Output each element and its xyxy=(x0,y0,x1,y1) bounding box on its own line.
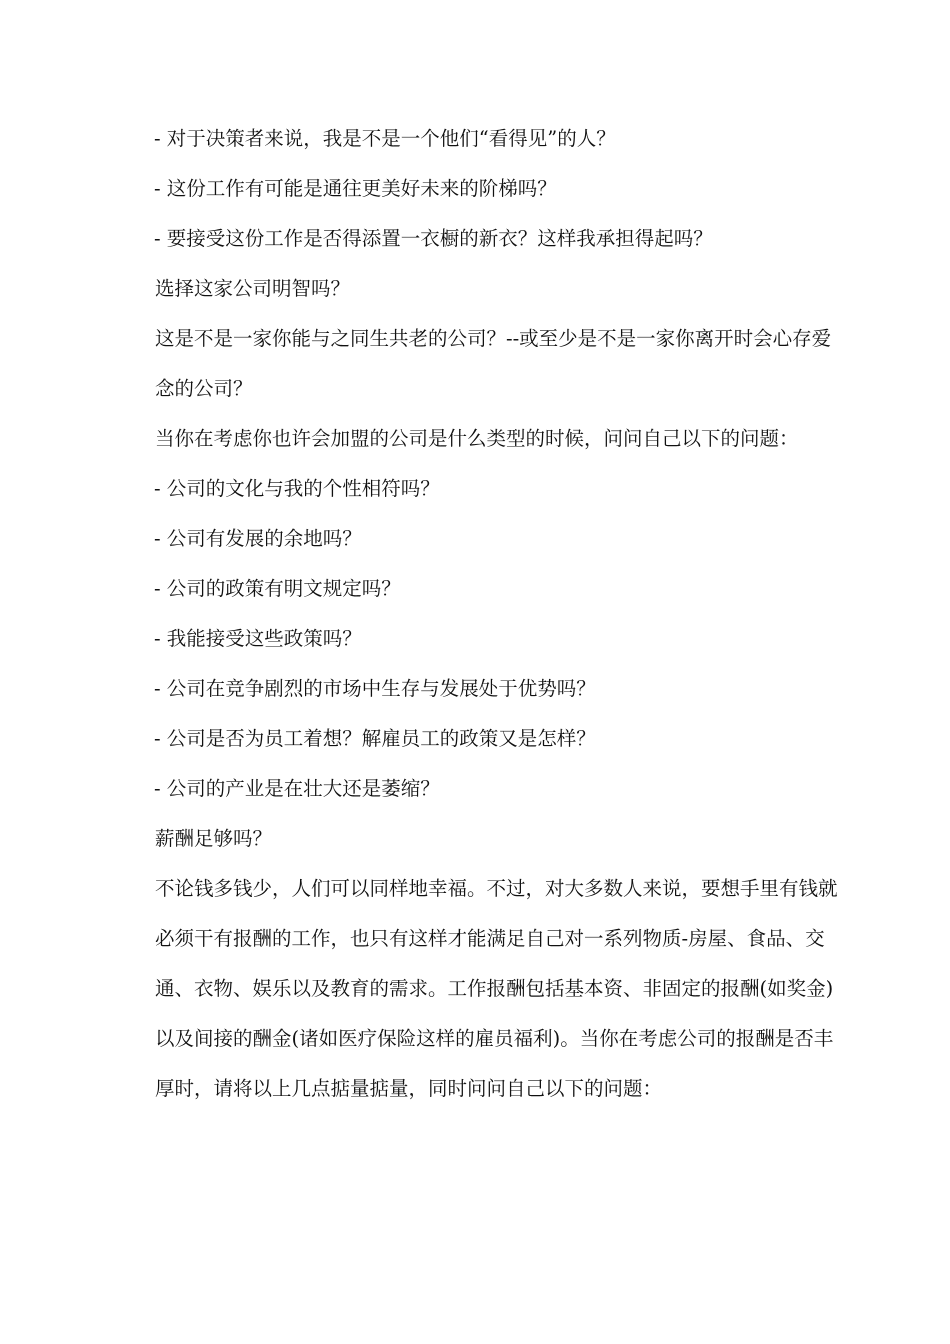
section-heading-company-choice: 选择这家公司明智吗？ xyxy=(155,277,351,300)
list-item-industry-trend: - 公司的产业是在壮大还是萎缩？ xyxy=(154,777,440,800)
document-body xyxy=(145,114,845,1114)
list-item-culture-fit: - 公司的文化与我的个性相符吗？ xyxy=(154,477,440,500)
list-item-employee-care: - 公司是否为员工着想？解雇员工的政策又是怎样？ xyxy=(154,727,596,750)
paragraph-salary-discussion: 不论钱多钱少，人们可以同样地幸福。不过，对大多数人来说，要想手里有钱就必须干有报酬的工作，也只有这样才能满足自己对一系列物质-房屋、食品、交通、衣物、娱乐以及教育的需求。工作报酬包括基本资、非固定的报酬(如奖金)以及间接的酬金(诸如医疗保险这样的雇员福利)。当你在考虑公司的报酬是否丰厚时，请将以上几点掂量掂量，同时问问自己以下的问题： xyxy=(155,877,838,1100)
list-item-market-advantage: - 公司在竞争剧烈的市场中生存与发展处于优势吗？ xyxy=(154,677,596,700)
list-item-visible-to-decision-makers: - 对于决策者来说，我是不是一个他们“看得见”的人？ xyxy=(154,127,616,150)
section-heading-salary: 薪酬足够吗？ xyxy=(155,827,273,850)
list-item-ladder-to-future: - 这份工作有可能是通往更美好未来的阶梯吗？ xyxy=(154,177,557,200)
paragraph-ask-yourself-company: 当你在考虑你也许会加盟的公司是什么类型的时候，问问自己以下的问题： xyxy=(155,427,799,450)
paragraph-lifelong-company: 这是不是一家你能与之同生共老的公司？--或至少是不是一家你离开时会心存爱念的公司？ xyxy=(155,327,832,400)
list-item-new-wardrobe: - 要接受这份工作是否得添置一衣橱的新衣？这样我承担得起吗？ xyxy=(154,227,713,250)
list-item-written-policy: - 公司的政策有明文规定吗？ xyxy=(154,577,401,600)
list-item-accept-policy: - 我能接受这些政策吗？ xyxy=(154,627,362,650)
list-item-room-to-grow: - 公司有发展的余地吗？ xyxy=(154,527,362,550)
